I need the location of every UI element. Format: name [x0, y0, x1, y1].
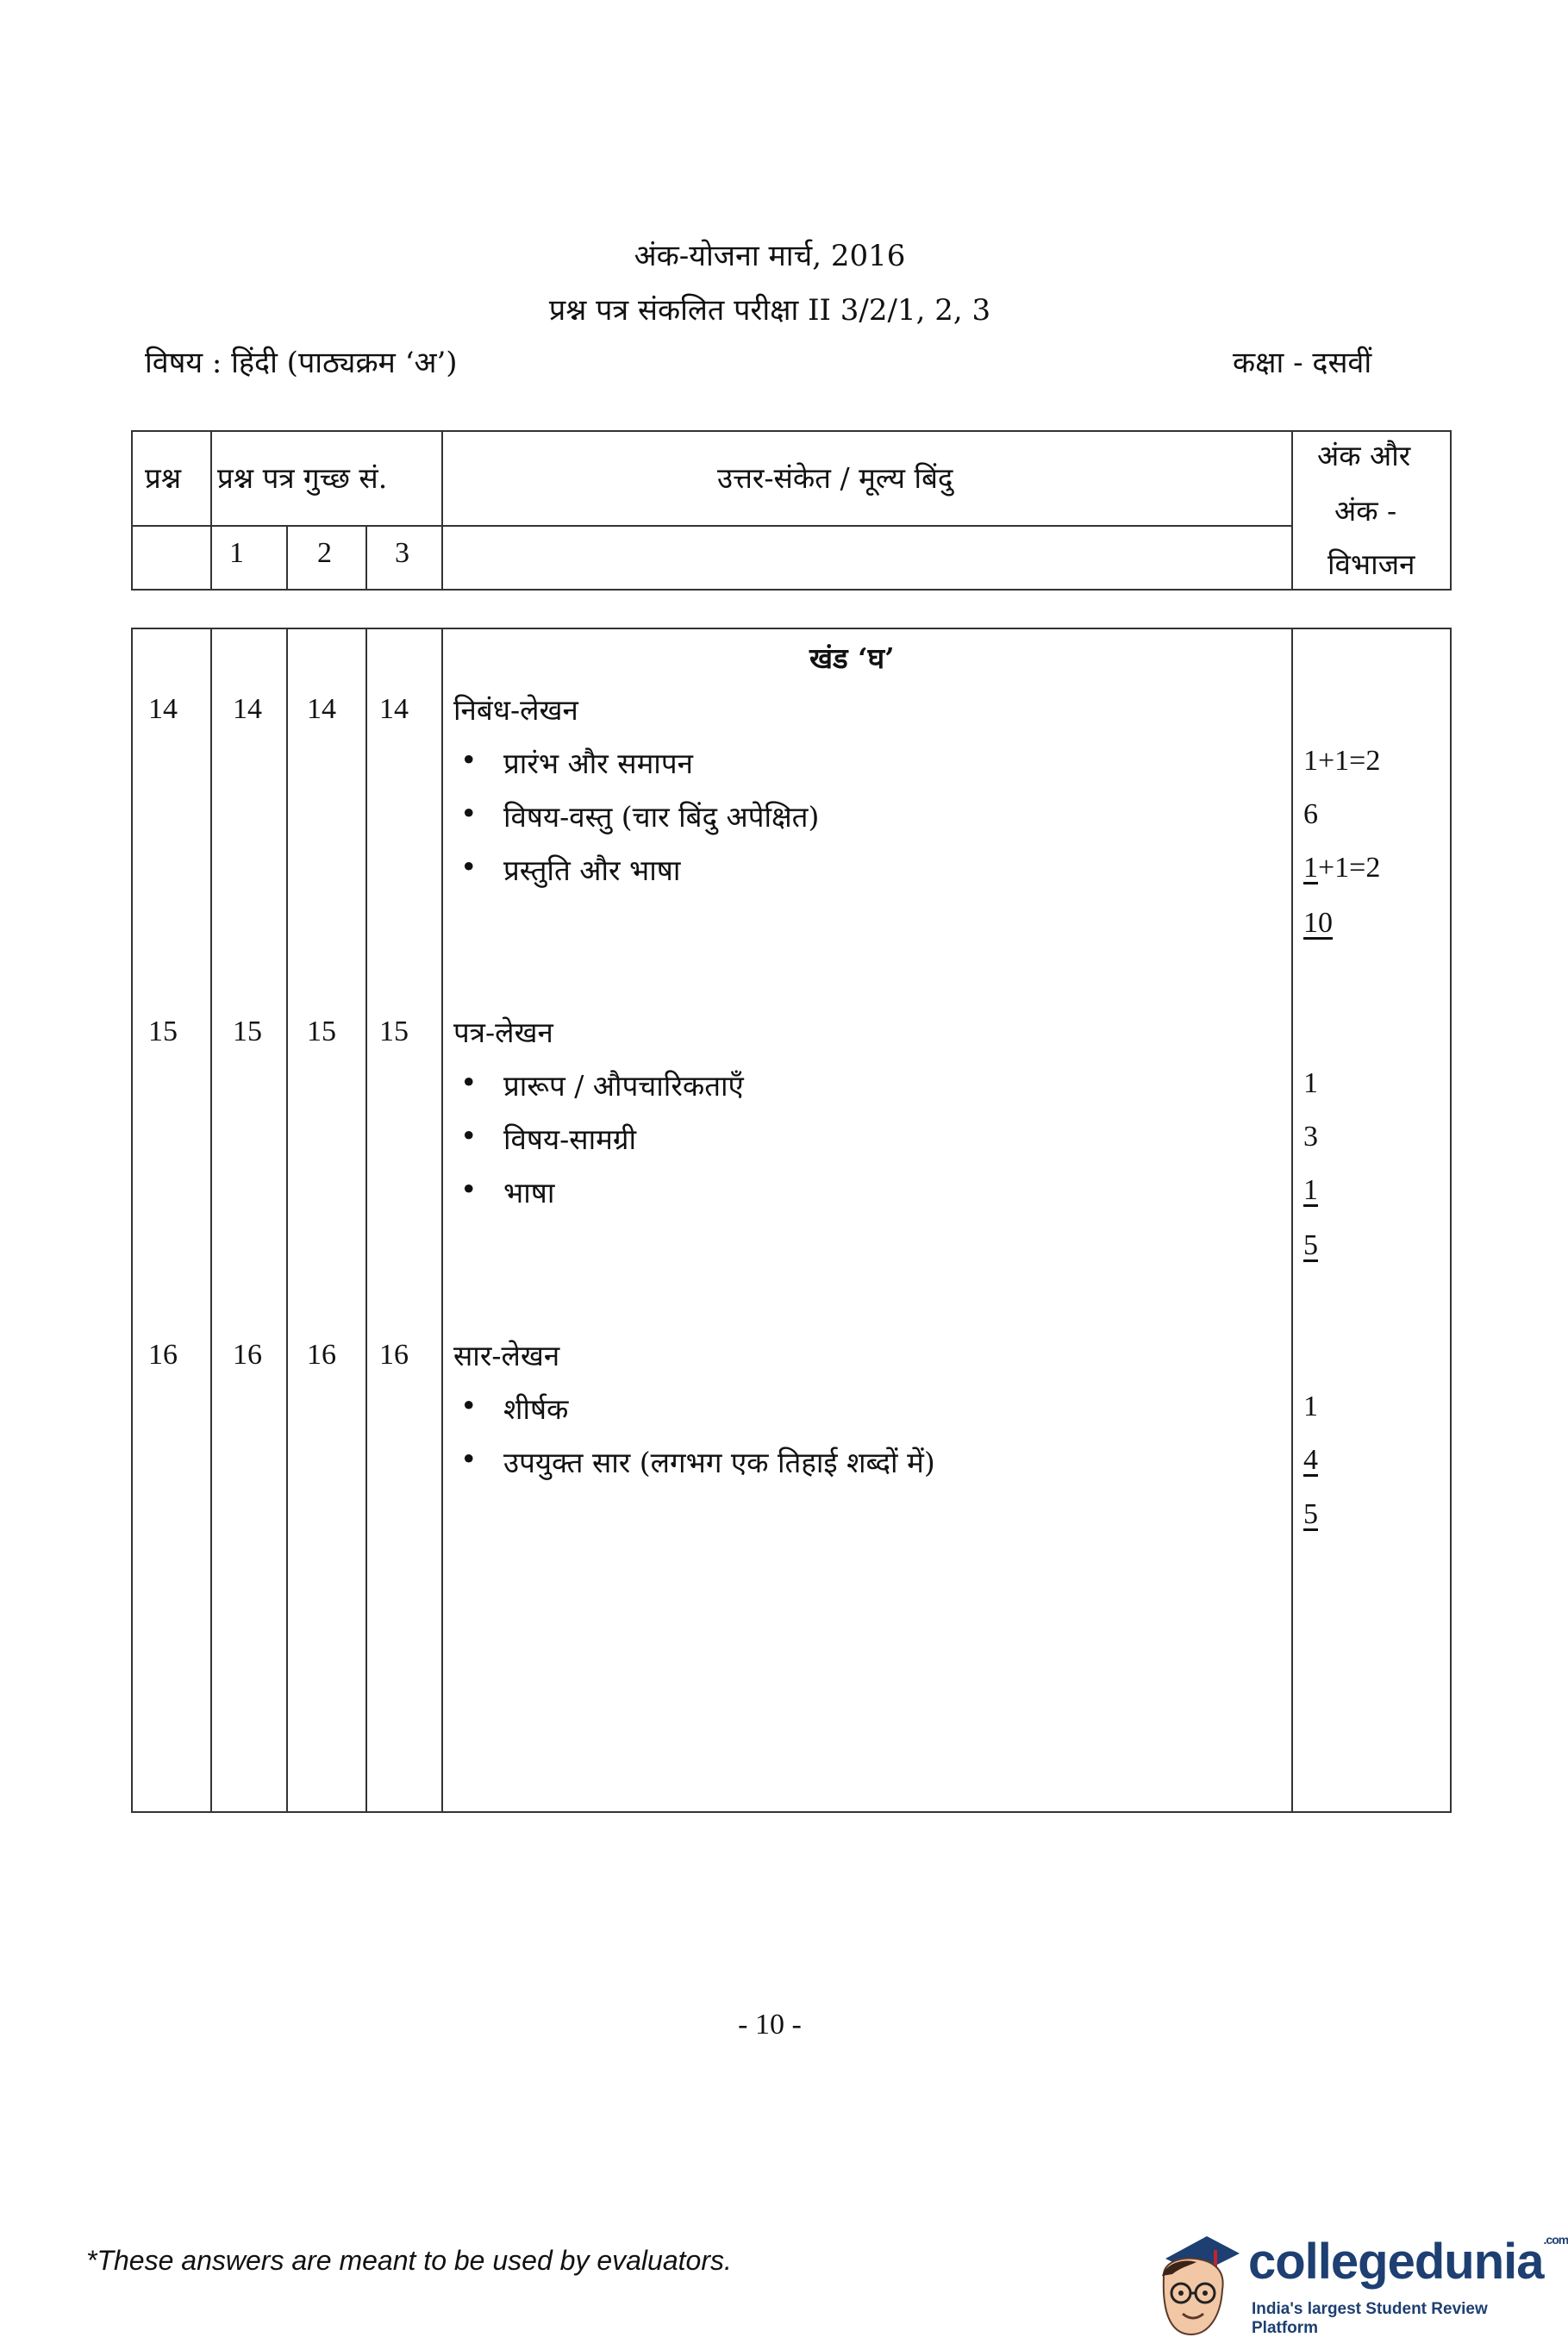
set-1-number: 16	[233, 1339, 262, 1371]
set-1-number: 14	[233, 693, 262, 725]
divider	[286, 629, 288, 1811]
value-point: • शीर्षक	[503, 1389, 568, 1428]
footer-note: *These answers are meant to be used by evaluators.	[86, 2245, 732, 2276]
divider	[286, 525, 288, 589]
value-point: • उपयुक्त सार (लगभग एक तिहाई शब्दों में)	[503, 1442, 935, 1481]
marks-value: 1+1=2	[1303, 745, 1381, 777]
question-title: पत्र-लेखन	[453, 1016, 553, 1049]
section-title: खंड ‘घ’	[809, 641, 895, 675]
page-number: - 10 -	[738, 2009, 802, 2041]
marks-value: 6	[1303, 798, 1318, 830]
marks-value: 4	[1303, 1444, 1318, 1476]
divider	[365, 525, 367, 589]
marks-value: 1	[1303, 1067, 1318, 1099]
divider	[210, 629, 212, 1811]
document-title: अंक-योजना मार्च, 2016	[634, 239, 906, 273]
marks-total: 10	[1303, 907, 1333, 939]
logo-name: collegedunia	[1248, 2234, 1544, 2290]
set-2-number: 15	[307, 1016, 336, 1047]
set-number-1: 1	[229, 537, 244, 569]
set-2-number: 16	[307, 1339, 336, 1371]
mascot-icon	[1146, 2224, 1243, 2345]
value-point: • प्रस्तुति और भाषा	[503, 850, 680, 889]
set-1-number: 15	[233, 1016, 262, 1047]
set-number-2: 2	[317, 537, 332, 569]
divider	[441, 629, 443, 1811]
col-header-set: प्रश्न पत्र गुच्छ सं.	[217, 461, 388, 495]
set-3-number: 15	[379, 1016, 409, 1047]
set-3-number: 16	[379, 1339, 409, 1371]
question-number: 15	[148, 1016, 178, 1047]
subject-label: विषय : हिंदी (पाठ्यक्रम ‘अ’)	[145, 346, 458, 380]
class-label: कक्षा - दसवीं	[1233, 346, 1372, 380]
col-header-marks-3: विभाजन	[1327, 547, 1415, 581]
divider	[1291, 432, 1293, 589]
value-point: • प्रारूप / औपचारिकताएँ	[503, 1066, 744, 1104]
set-2-number: 14	[307, 693, 336, 725]
logo-suffix: .com	[1543, 2233, 1568, 2247]
collegedunia-logo	[1146, 2224, 1568, 2350]
marks-value: 3	[1303, 1121, 1318, 1153]
divider	[210, 432, 212, 589]
logo-wordmark	[1248, 2233, 1568, 2291]
question-number: 16	[148, 1339, 178, 1371]
divider	[133, 525, 1291, 527]
logo-tagline: India's largest Student Review Platform	[1252, 2300, 1488, 2337]
value-point: • प्रारंभ और समापन	[503, 743, 693, 782]
marks-underlined-part: 1	[1303, 852, 1318, 884]
marking-table	[131, 628, 1452, 1813]
value-point: • भाषा	[503, 1172, 554, 1211]
col-header-marks-1: अंक और	[1317, 439, 1411, 472]
question-number: 14	[148, 693, 178, 725]
set-number-3: 3	[395, 537, 409, 569]
marks-value: 1	[1303, 1391, 1318, 1422]
marks-value: 1	[1303, 1174, 1318, 1206]
document-subtitle: प्रश्न पत्र संकलित परीक्षा II 3/2/1, 2, 3	[548, 293, 991, 328]
marks-total: 5	[1303, 1229, 1318, 1261]
question-title: सार-लेखन	[453, 1339, 560, 1372]
value-point: • विषय-सामग्री	[503, 1119, 636, 1158]
col-header-answer: उत्तर-संकेत / मूल्य बिंदु	[717, 461, 953, 495]
marks-value: 1+1=2	[1303, 852, 1381, 884]
divider	[441, 432, 443, 589]
set-3-number: 14	[379, 693, 409, 725]
value-point: • विषय-वस्तु (चार बिंदु अपेक्षित)	[503, 797, 819, 835]
question-title: निबंध-लेखन	[453, 693, 578, 727]
divider	[365, 629, 367, 1811]
divider	[1291, 629, 1293, 1811]
header-table	[131, 430, 1452, 591]
col-header-question: प्रश्न	[145, 461, 182, 495]
marks-total: 5	[1303, 1498, 1318, 1530]
col-header-marks-2: अंक -	[1334, 494, 1397, 528]
